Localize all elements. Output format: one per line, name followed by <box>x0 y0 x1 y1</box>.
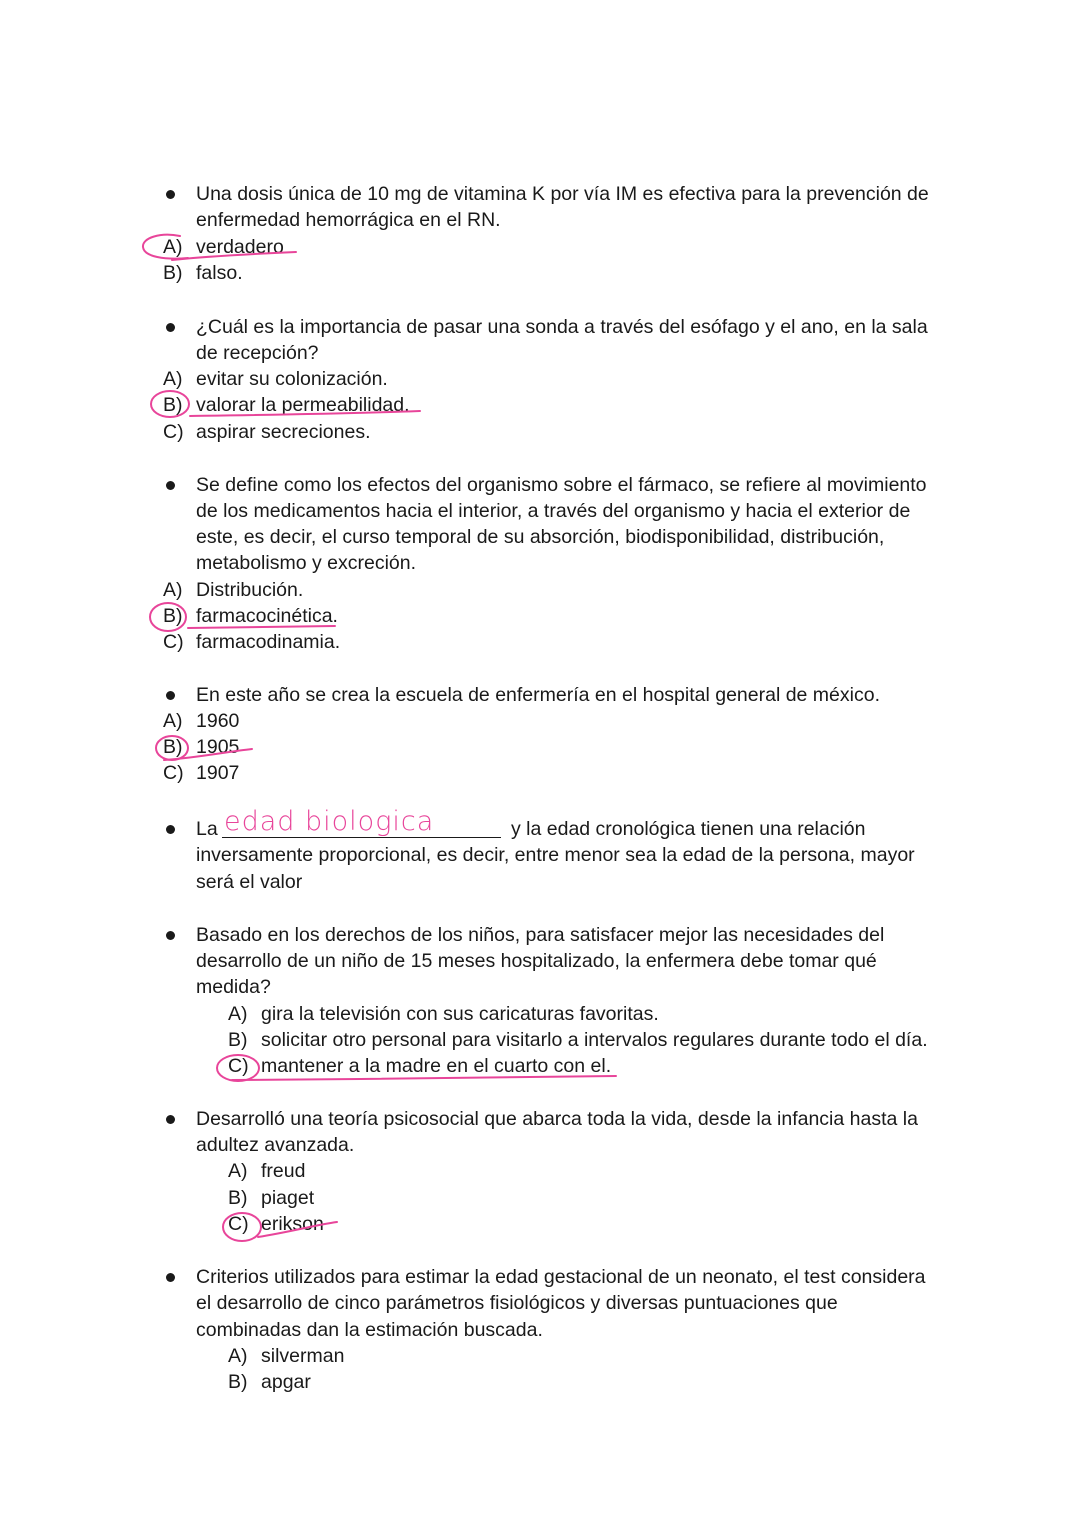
option-c[interactable]: C) mantener a la madre en el cuarto con el. <box>228 1055 612 1077</box>
question-7-line-1: Desarrolló una teoría psicosocial que abarca toda la vida, desde la infancia hasta la <box>196 1108 918 1130</box>
option-a[interactable]: A) 1960 <box>163 710 240 732</box>
question-5-line-3: será el valor <box>196 871 303 893</box>
question-2-line-1: ¿Cuál es la importancia de pasar una sonda a través del esófago y el ano, en la sala <box>196 316 928 338</box>
option-b[interactable]: B) falso. <box>163 262 243 284</box>
option-b[interactable]: B) 1905 <box>163 736 240 758</box>
option-b[interactable]: B) solicitar otro personal para visitarlo a intervalos regulares durante todo el día. <box>228 1029 928 1051</box>
option-a[interactable]: A) freud <box>228 1160 306 1182</box>
bullet-icon <box>166 1115 175 1124</box>
bullet-icon <box>166 190 175 199</box>
question-3-line-4: metabolismo y excreción. <box>196 552 417 574</box>
question-3-line-3: este, es decir, el curso temporal de su absorción, biodisponibilidad, distribución, <box>196 526 885 548</box>
question-5-prefix: La <box>196 818 218 840</box>
handwritten-answer[interactable]: edad biologica <box>224 806 435 837</box>
question-4-line-1: En este año se crea la escuela de enfermería en el hospital general de méxico. <box>196 684 880 706</box>
option-b[interactable]: B) apgar <box>228 1371 311 1393</box>
option-c[interactable]: C) erikson <box>228 1213 324 1235</box>
bullet-icon <box>166 931 175 940</box>
question-6-line-1: Basado en los derechos de los niños, para satisfacer mejor las necesidades del <box>196 924 885 946</box>
question-5-suffix: y la edad cronológica tienen una relación <box>511 818 866 840</box>
option-a[interactable]: A) gira la televisión con sus caricaturas favoritas. <box>228 1003 659 1025</box>
question-8-line-2: el desarrollo de cinco parámetros fisiológicos y diversas puntuaciones que <box>196 1292 838 1314</box>
question-1-line-1: Una dosis única de 10 mg de vitamina K por vía IM es efectiva para la prevención de <box>196 183 929 205</box>
option-c[interactable]: C) 1907 <box>163 762 240 784</box>
question-5-line-2: inversamente proporcional, es decir, entre menor sea la edad de la persona, mayor <box>196 844 915 866</box>
option-a[interactable]: A) silverman <box>228 1345 345 1367</box>
bullet-icon <box>166 825 175 834</box>
question-1-line-2: enfermedad hemorrágica en el RN. <box>196 209 501 231</box>
bullet-icon <box>166 691 175 700</box>
question-2-line-2: de recepción? <box>196 342 319 364</box>
option-c[interactable]: C) aspirar secreciones. <box>163 421 371 443</box>
option-a[interactable]: A) evitar su colonización. <box>163 368 388 390</box>
bullet-icon <box>166 1273 175 1282</box>
question-3-line-2: de los medicamentos hacia el interior, a través del organismo y hacia el exterior de <box>196 500 911 522</box>
bullet-icon <box>166 481 175 490</box>
option-c[interactable]: C) farmacodinamia. <box>163 631 341 653</box>
option-a[interactable]: A) verdadero <box>163 236 284 258</box>
question-3-line-1: Se define como los efectos del organismo sobre el fármaco, se refiere al movimiento <box>196 474 927 496</box>
question-7-line-2: adultez avanzada. <box>196 1134 355 1156</box>
question-6-line-2: desarrollo de un niño de 15 meses hospitalizado, la enfermera debe tomar qué <box>196 950 877 972</box>
option-b[interactable]: B) valorar la permeabilidad. <box>163 394 410 416</box>
option-b[interactable]: B) farmacocinética. <box>163 605 338 627</box>
question-8-line-1: Criterios utilizados para estimar la edad gestacional de un neonato, el test considera <box>196 1266 926 1288</box>
bullet-icon <box>166 323 175 332</box>
question-8-line-3: combinadas dan la estimación buscada. <box>196 1319 543 1341</box>
option-b[interactable]: B) piaget <box>228 1187 315 1209</box>
answer-blank-line <box>222 837 501 838</box>
option-a[interactable]: A) Distribución. <box>163 579 304 601</box>
question-6-line-3: medida? <box>196 976 271 998</box>
